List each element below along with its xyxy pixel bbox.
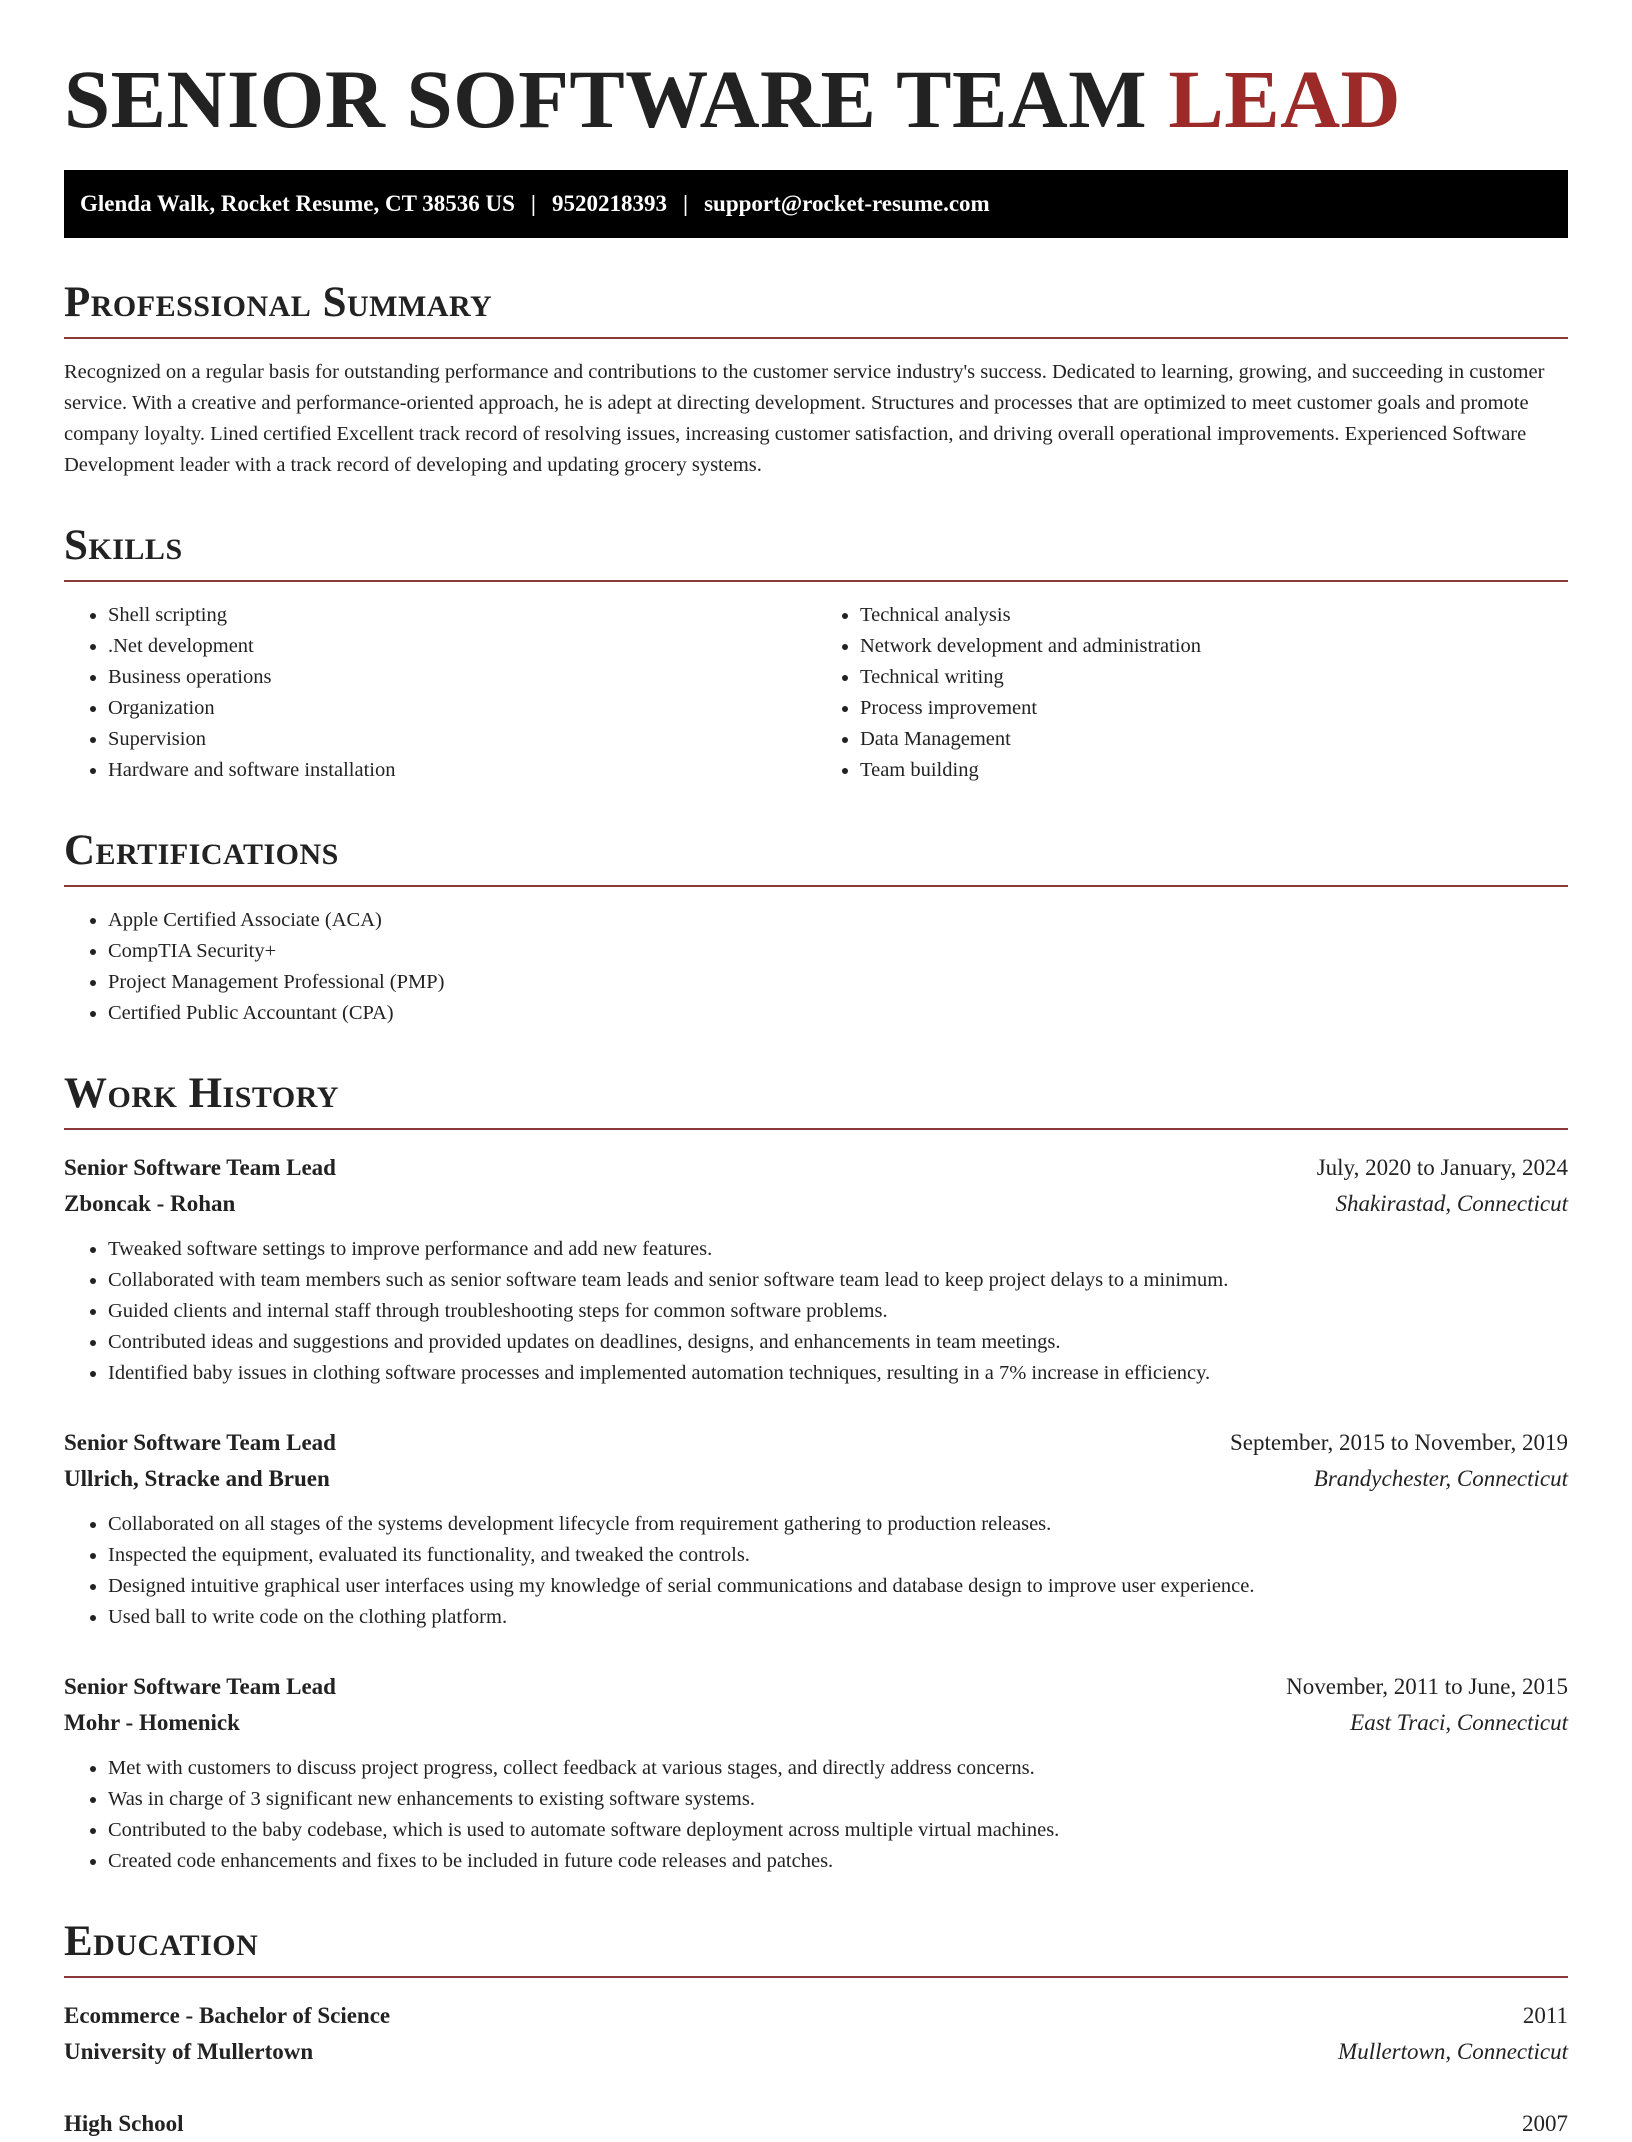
job-dates: November, 2011 to June, 2015: [1286, 1673, 1568, 1699]
education-degree: High School: [64, 2110, 184, 2136]
contact-separator: |: [683, 190, 689, 216]
job-dates: July, 2020 to January, 2024: [1316, 1154, 1568, 1180]
skills-list-right: [816, 600, 1568, 786]
summary-heading: Professional Summary: [64, 278, 1568, 339]
job-bullet: • Collaborated with team members such as senior software team leads and senior software team lead to keep project delays to a minimum.: [108, 1265, 1568, 1296]
job-entry: [64, 1425, 1568, 1633]
job-bullet: • Designed intuitive graphical user interfaces using my knowledge of serial communications and database design to improve user experience.: [108, 1571, 1568, 1602]
skill-item: • .Net development: [108, 631, 816, 662]
job-bullet: • Identified baby issues in clothing software processes and implemented automation techniques, resulting in a 7% increase in efficiency.: [108, 1358, 1568, 1389]
skill-item: • Technical analysis: [860, 600, 1568, 631]
job-bullets: [64, 1753, 1568, 1877]
skill-item: • Process improvement: [860, 693, 1568, 724]
job-bullet: • Collaborated on all stages of the systems development lifecycle from requirement gathering to production releases.: [108, 1509, 1568, 1540]
skill-item: • Network development and administration: [860, 631, 1568, 662]
skill-item: • Shell scripting: [108, 600, 816, 631]
job-location: Brandychester, Connecticut: [1313, 1465, 1568, 1491]
certification-item: • CompTIA Security+: [108, 936, 1568, 967]
certification-item: • Certified Public Accountant (CPA): [108, 998, 1568, 1029]
contact-phone: 9520218393: [552, 190, 667, 216]
title-main: SENIOR SOFTWARE TEAM: [64, 53, 1148, 145]
certifications-section: [64, 826, 1568, 1029]
work-history-section: [64, 1069, 1568, 1877]
education-entry: [64, 1998, 1568, 2070]
job-title: Senior Software Team Lead: [64, 1429, 336, 1455]
work-history-heading: Work History: [64, 1069, 1568, 1130]
skills-list-left: [64, 600, 816, 786]
job-bullets: [64, 1234, 1568, 1389]
job-title: Senior Software Team Lead: [64, 1673, 336, 1699]
resume-title: [64, 50, 1568, 150]
job-bullets: [64, 1509, 1568, 1633]
education-location: Mullertown, Connecticut: [1338, 2038, 1568, 2064]
skills-heading: Skills: [64, 521, 1568, 582]
skill-item: • Data Management: [860, 724, 1568, 755]
job-dates: September, 2015 to November, 2019: [1230, 1429, 1568, 1455]
job-bullet: • Inspected the equipment, evaluated its functionality, and tweaked the controls.: [108, 1540, 1568, 1571]
education-degree: Ecommerce - Bachelor of Science: [64, 2002, 391, 2028]
job-bullet: • Was in charge of 3 significant new enhancements to existing software systems.: [108, 1784, 1568, 1815]
skills-grid: [64, 582, 1568, 786]
job-bullet: • Created code enhancements and fixes to be included in future code releases and patches.: [108, 1846, 1568, 1877]
job-bullet: • Used ball to write code on the clothing platform.: [108, 1602, 1568, 1633]
certifications-list: [64, 905, 1568, 1029]
job-location: East Traci, Connecticut: [1350, 1709, 1568, 1735]
summary-text: Recognized on a regular basis for outstanding performance and contributions to the customer service industry's success. Dedicated to learning, growing, and succeeding in customer service. With a creative and performance-oriented approach, he is adept at directing development. Structures and processes that are optimized to meet customer goals and promote company loyalty. Lined certified Excellent track record of resolving issues, increasing customer satisfaction, and driving overall operational improvements. Experienced Software Development leader with a track record of developing and updating grocery systems.: [64, 360, 1545, 476]
skills-section: [64, 521, 1568, 786]
job-company: Mohr - Homenick: [64, 1709, 240, 1735]
job-bullet: • Met with customers to discuss project progress, collect feedback at various stages, and directly address concerns.: [108, 1753, 1568, 1784]
job-entry: [64, 1669, 1568, 1877]
education-school: University of Mullertown: [64, 2038, 314, 2064]
skill-item: • Team building: [860, 755, 1568, 786]
education-year: 2011: [1522, 2002, 1568, 2028]
certification-item: • Project Management Professional (PMP): [108, 967, 1568, 998]
education-entry: [64, 2106, 1568, 2142]
skill-item: • Hardware and software installation: [108, 755, 816, 786]
contact-separator: |: [530, 190, 536, 216]
skill-item: • Supervision: [108, 724, 816, 755]
job-location: Shakirastad, Connecticut: [1335, 1190, 1568, 1216]
job-bullet: • Tweaked software settings to improve performance and add new features.: [108, 1234, 1568, 1265]
contact-email: support@rocket-resume.com: [704, 190, 990, 216]
job-company: Ullrich, Stracke and Bruen: [64, 1465, 330, 1491]
certifications-heading: Certifications: [64, 826, 1568, 887]
title-accent: LEAD: [1168, 53, 1401, 145]
job-bullet: • Guided clients and internal staff through troubleshooting steps for common software problems.: [108, 1296, 1568, 1327]
job-bullet: • Contributed ideas and suggestions and provided updates on deadlines, designs, and enhancements in team meetings.: [108, 1327, 1568, 1358]
education-year: 2007: [1522, 2110, 1568, 2136]
summary-section: [64, 278, 1568, 481]
skill-item: • Business operations: [108, 662, 816, 693]
skill-item: • Organization: [108, 693, 816, 724]
contact-address: Glenda Walk, Rocket Resume, CT 38536 US: [80, 190, 515, 216]
contact-bar: [64, 170, 1568, 238]
education-heading: Education: [64, 1917, 1568, 1978]
job-bullet: • Contributed to the baby codebase, which is used to automate software deployment across multiple virtual machines.: [108, 1815, 1568, 1846]
job-entry: [64, 1150, 1568, 1389]
certification-item: • Apple Certified Associate (ACA): [108, 905, 1568, 936]
education-section: [64, 1917, 1568, 2142]
skill-item: • Technical writing: [860, 662, 1568, 693]
job-title: Senior Software Team Lead: [64, 1154, 336, 1180]
job-company: Zboncak - Rohan: [64, 1190, 236, 1216]
